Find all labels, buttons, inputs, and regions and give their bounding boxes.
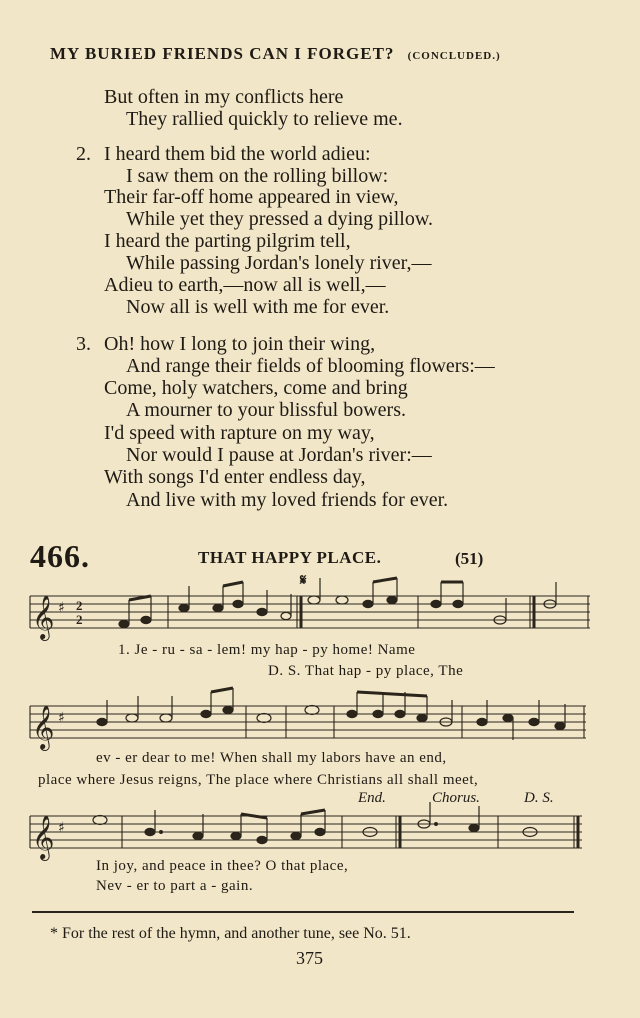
verse-line: With songs I'd enter endless day, [104,466,366,488]
ds-marker: D. S. [524,790,554,806]
svg-text:𝄞: 𝄞 [32,815,55,859]
lyric-line: D. S. That hap - py place, The [268,663,464,679]
lyric-line: Nev - er to part a - gain. [96,878,254,894]
verse-line: Come, holy watchers, come and bring [104,377,408,399]
verse-line: Now all is well with me for ever. [126,296,390,318]
verse-line: I'd speed with rapture on my way, [104,422,375,444]
hymn-title: THAT HAPPY PLACE. [198,548,382,567]
verse-line: But often in my conflicts here [104,86,344,108]
verse-line: Oh! how I long to join their wing, [104,333,376,355]
verse-number: 3. [76,333,91,355]
verse-line: I heard the parting pilgrim tell, [104,230,351,252]
verse-line: And live with my loved friends for ever. [126,489,449,511]
verse-line: Their far-off home appeared in view, [104,186,399,208]
segno-sign: 𝄋 [300,573,307,589]
svg-text:𝄞: 𝄞 [32,705,55,749]
page-number: 375 [296,948,323,968]
verse-line: And range their fields of blooming flowers:— [126,355,495,377]
verse-line: I saw them on the rolling billow: [126,165,389,187]
lyric-line: place where Jesus reigns, The place where Christians all shall meet, [38,772,479,788]
svg-text:♯: ♯ [58,600,65,616]
music-staff-system-2 [0,700,640,750]
verse-line: While yet they pressed a dying pillow. [126,208,433,230]
verse-line: Nor would I pause at Jordan's river:— [126,444,432,466]
header-title: MY BURIED FRIENDS CAN I FORGET? [50,44,395,63]
header-concluded-note: (CONCLUDED.) [407,50,501,62]
verse-number: 2. [76,143,91,165]
verse-line: A mourner to your blissful bowers. [126,399,406,421]
verse-line: Adieu to earth,—now all is well,— [104,274,386,296]
chorus-marker: Chorus. [432,790,480,806]
hymn-number: 466. [30,538,90,574]
verse-line: I heard them bid the world adieu: [104,143,371,165]
running-header [50,44,610,64]
verse-line: They rallied quickly to relieve me. [126,108,403,130]
end-marker: End. [358,790,386,806]
verse-line: While passing Jordan's lonely river,— [126,252,432,274]
footnote-divider [32,911,574,913]
lyric-line: ev - er dear to me! When shall my labors have an end, [96,750,447,766]
svg-text:♯: ♯ [58,820,65,836]
music-staff-system-1 [0,590,640,640]
svg-text:2: 2 [76,612,83,627]
lyric-line: In joy, and peace in thee? O that place, [96,858,349,874]
svg-text:♯: ♯ [58,710,65,726]
svg-text:𝄞: 𝄞 [32,595,55,639]
lyric-line: 1. Je - ru - sa - lem! my hap - py home! Name [118,642,416,658]
svg-text:2: 2 [76,598,83,613]
tune-reference: (51) [455,549,484,568]
music-staff-system-3 [0,810,640,860]
footnote: * For the rest of the hymn, and another tune, see No. 51. [50,925,411,942]
